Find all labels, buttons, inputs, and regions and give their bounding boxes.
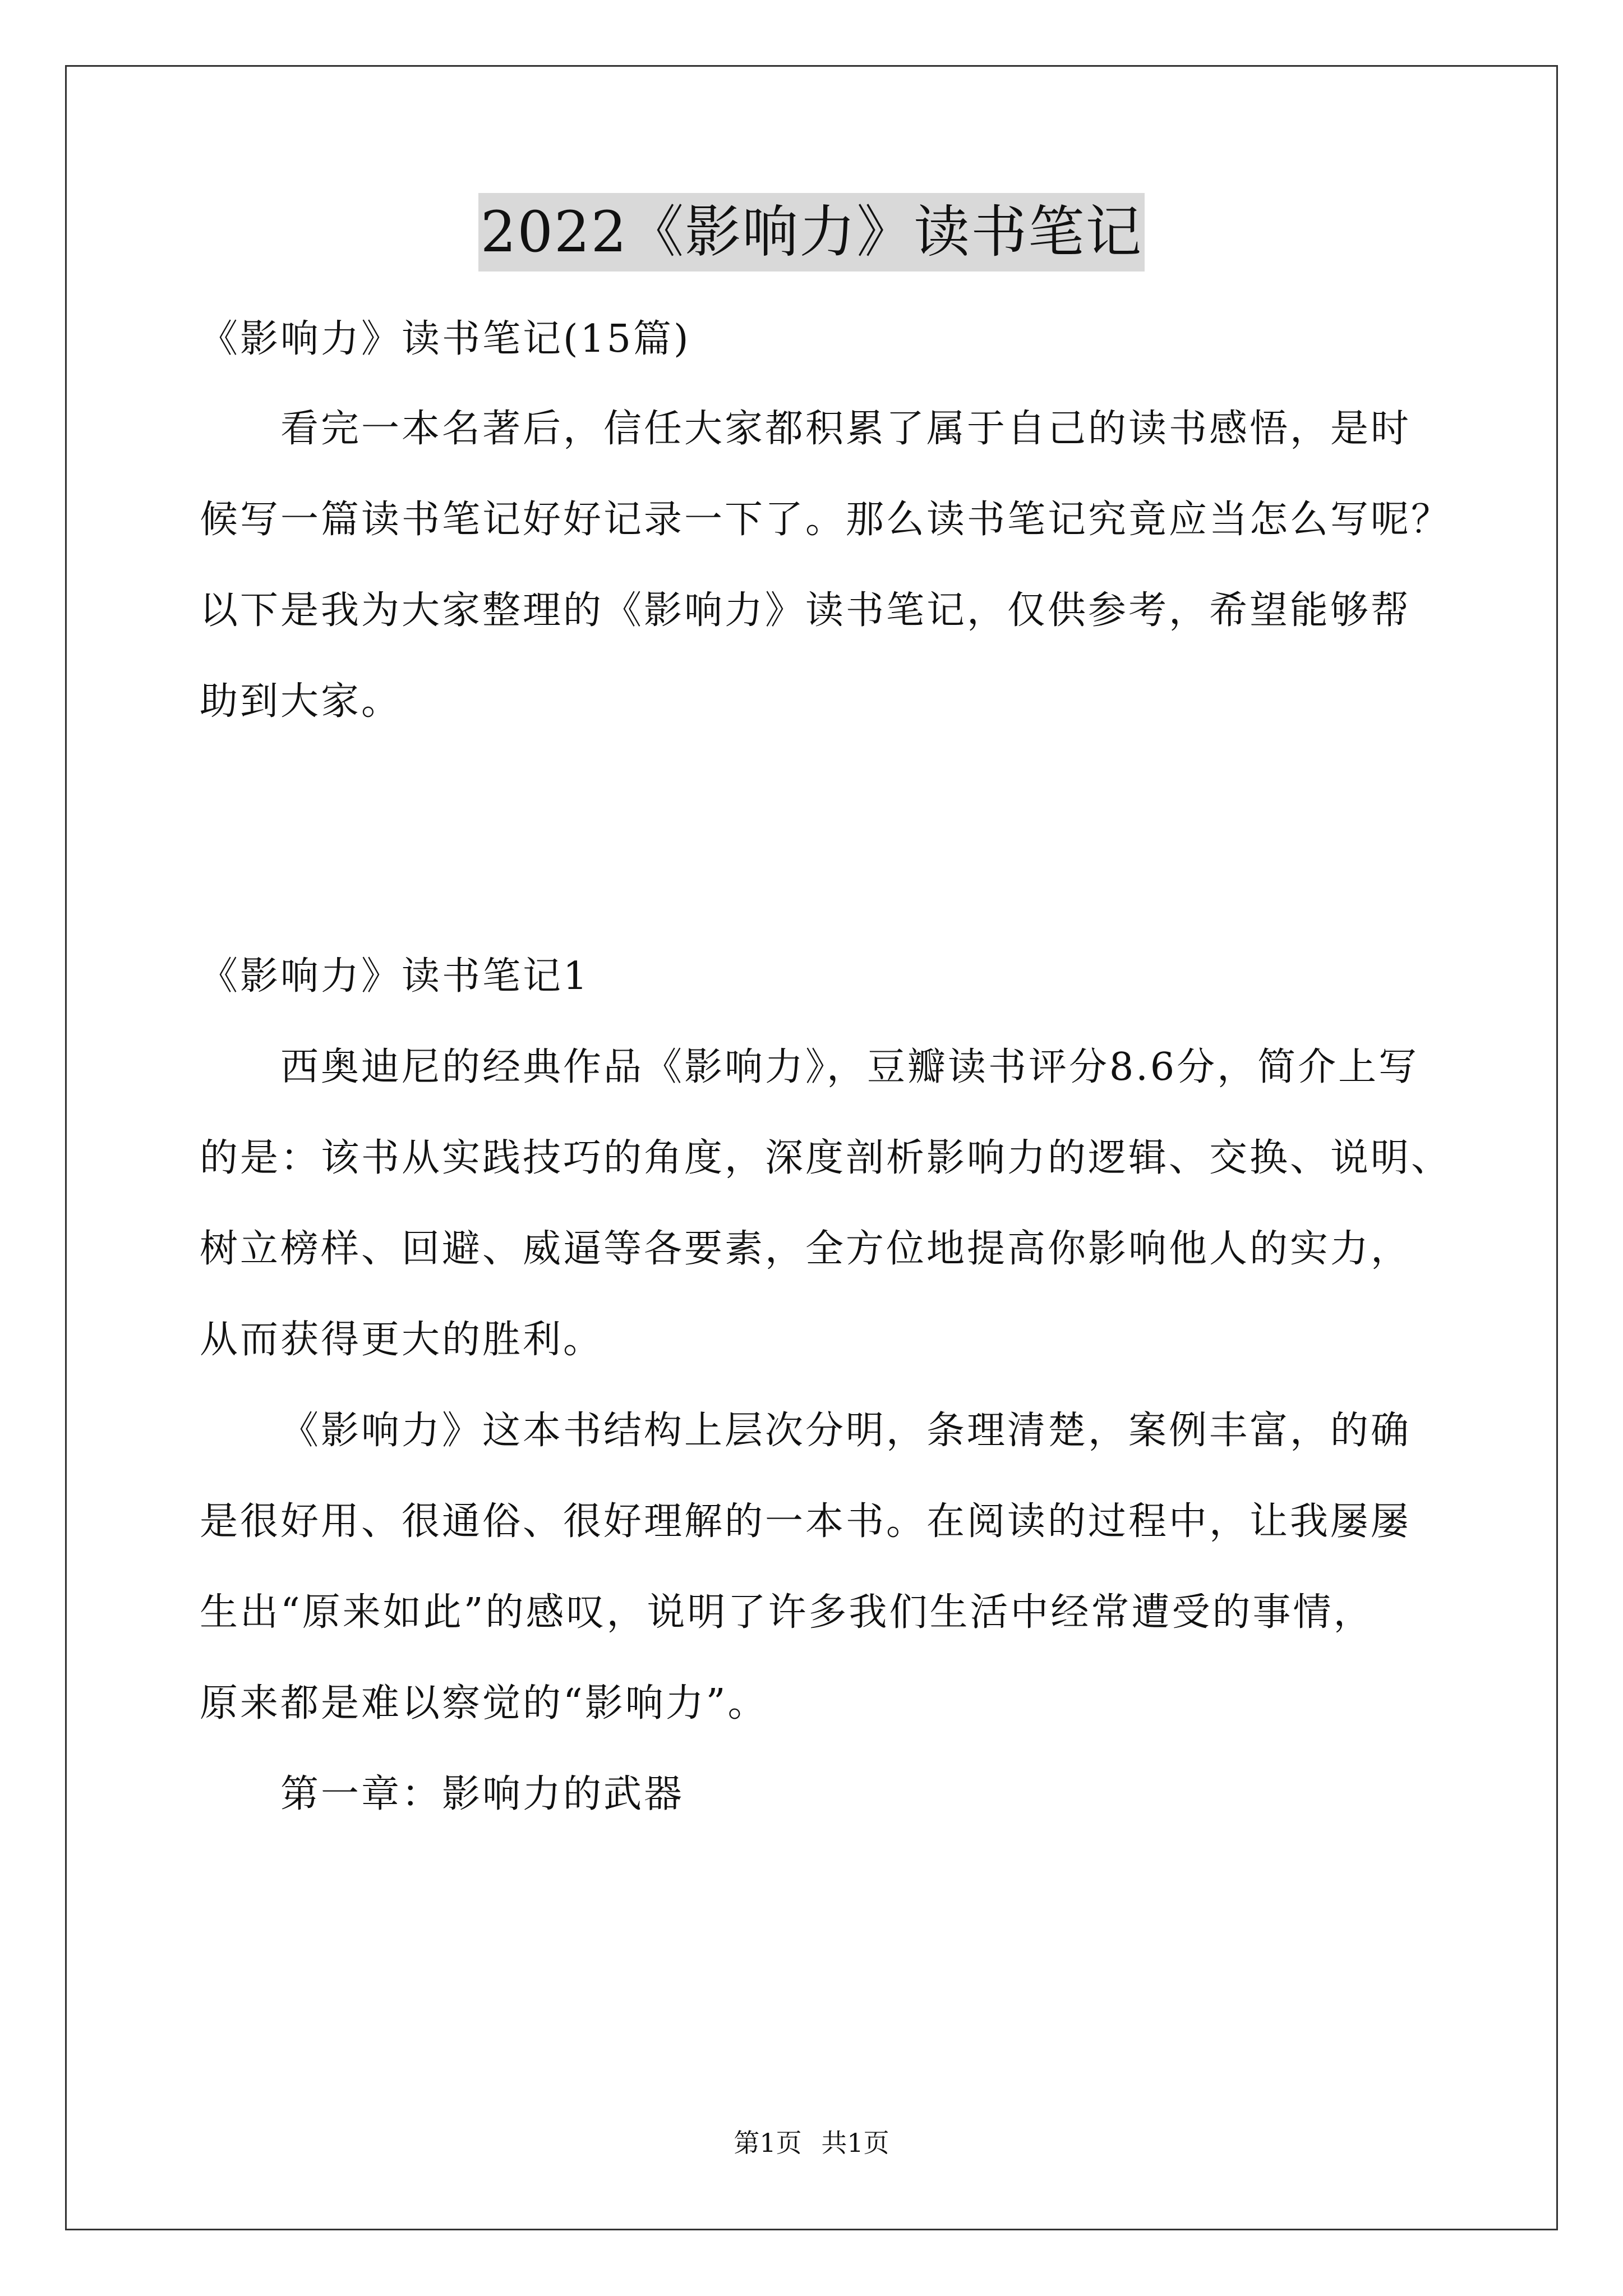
paragraph-line: 《影响力》这本书结构上层次分明，条理清楚，案例丰富，的确: [280, 1409, 1412, 1453]
paragraph-line: 助到大家。: [200, 679, 402, 724]
section-heading: 《影响力》读书笔记1: [200, 954, 590, 999]
paragraph-line: 是很好用、很通俗、很好理解的一本书。在阅读的过程中，让我屡屡: [200, 1499, 1412, 1544]
paragraph-line: 候写一篇读书笔记好好记录一下了。那么读书笔记究竟应当怎么写呢？: [200, 498, 1452, 542]
page-footer: [0, 2126, 1623, 2160]
paragraph-line: 树立榜样、回避、威逼等各要素，全方位地提高你影响他人的实力，: [200, 1227, 1412, 1271]
paragraph-line: 的是：该书从实践技巧的角度，深度剖析影响力的逻辑、交换、说明、: [200, 1136, 1452, 1180]
chapter-heading: 第一章：影响力的武器: [280, 1772, 685, 1816]
paragraph-line: 西奥迪尼的经典作品《影响力》，豆瓣读书评分8.6分，简介上写: [280, 1045, 1419, 1089]
paragraph-line: 生出“原来如此”的感叹，说明了许多我们生活中经常遭受的事情，: [200, 1590, 1374, 1635]
paragraph-line: 以下是我为大家整理的《影响力》读书笔记，仅供参考，希望能够帮: [200, 588, 1412, 633]
subtitle-line: 《影响力》读书笔记(15篇): [200, 317, 691, 361]
title-container: [0, 193, 1623, 272]
document-title: 2022《影响力》读书笔记: [478, 193, 1145, 272]
page-number: 第1页: [734, 2128, 802, 2158]
paragraph-line: 从而获得更大的胜利。: [200, 1318, 604, 1362]
paragraph-line: 看完一本名著后，信任大家都积累了属于自己的读书感悟，是时: [280, 407, 1412, 451]
paragraph-line: 原来都是难以察觉的“影响力”。: [200, 1681, 768, 1726]
page-total: 共1页: [821, 2128, 889, 2158]
